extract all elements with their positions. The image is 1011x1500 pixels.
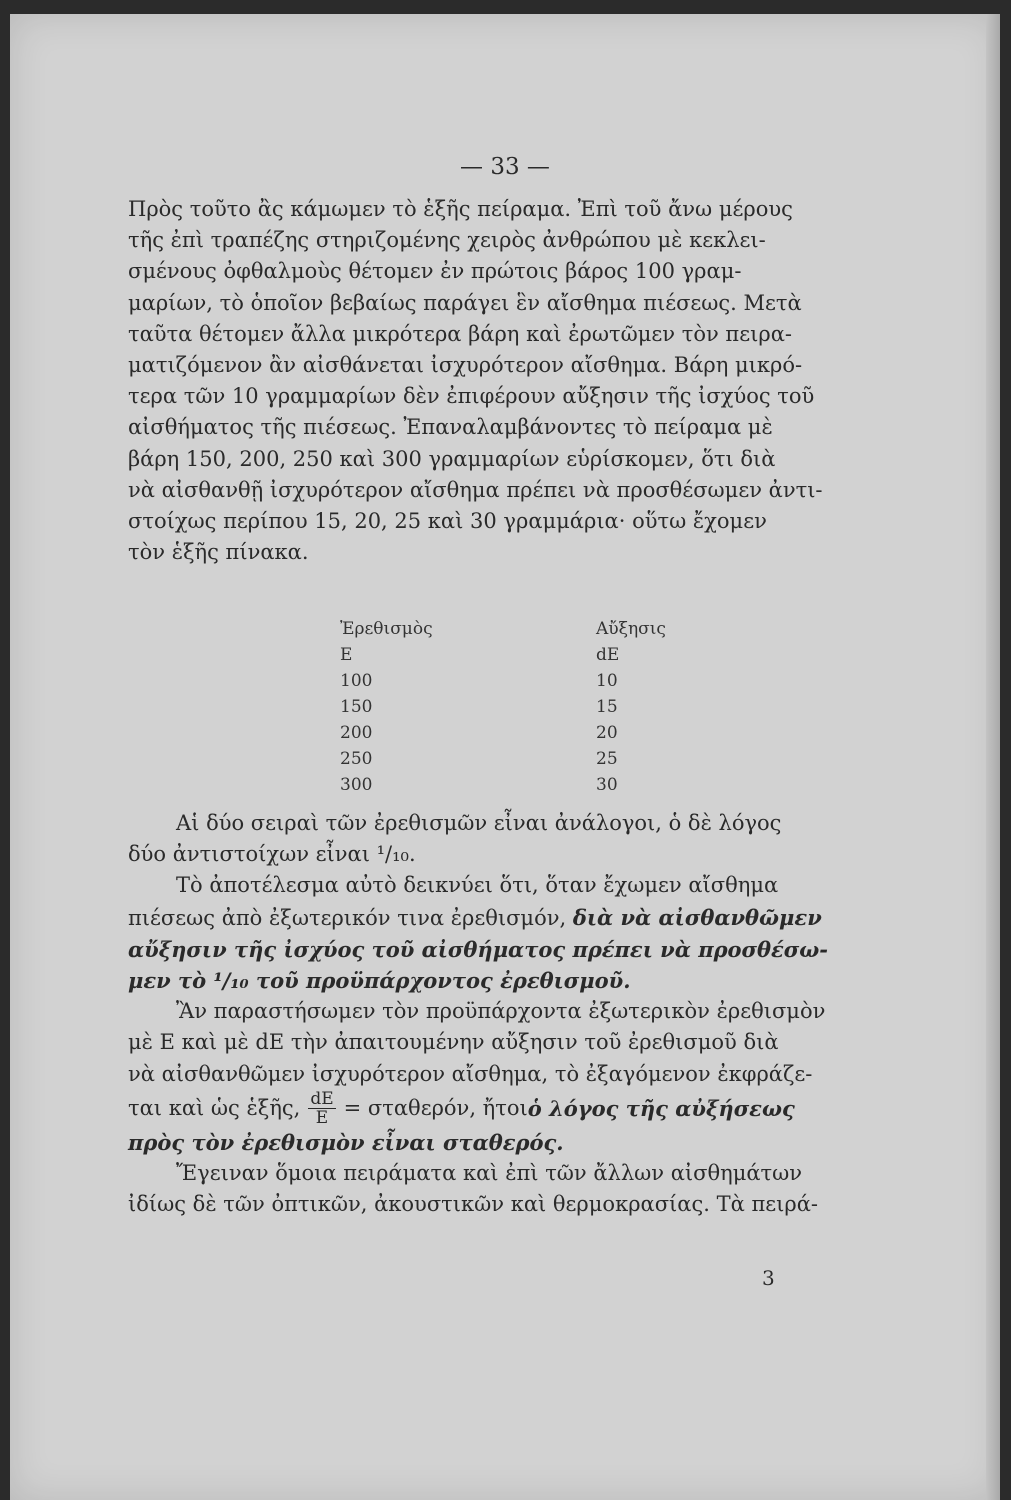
text-line: στοίχως περίπου 15, 20, 25 καὶ 30 γραμμάρια· οὕτω ἔχομεν [128,509,767,534]
text-line: Πρὸς τοῦτο ἂς κάμωμεν τὸ ἑξῆς πείραμα. Ἐπὶ τοῦ ἄνω μέρους [128,197,793,221]
emphasis-text: πρὸς τὸν ἐρεθισμὸν εἶναι σταθερός. [128,1129,564,1155]
text-line: ταῦτα θέτομεν ἄλλα μικρότερα βάρη καὶ ἐρωτῶμεν τὸν πειρα- [128,321,792,346]
table-subheader: dE [596,645,620,665]
table-cell: 200 [340,723,373,743]
paragraph-intro [128,194,843,568]
text-line: τερα τῶν 10 γραμμαρίων δὲν ἐπιφέρουν αὔξησιν τῆς ἰσχύος τοῦ [128,384,815,409]
table-cell: 25 [596,749,618,769]
table-cell: 20 [596,723,618,743]
emphasis-text: διὰ νὰ αἰσθανθῶμεν [572,904,822,930]
text-line: Ἂν παραστήσωμεν τὸν προϋπάρχοντα ἐξωτερικὸν ἐρεθισμὸν [176,999,826,1024]
text-line: τὸν ἑξῆς πίνακα. [128,540,309,565]
text-line: ματιζόμενον ἂν αἰσθάνεται ἰσχυρότερον αἴσθημα. Βάρη μικρό- [128,353,803,378]
table-subheader: E [340,645,353,665]
formula-line [128,1090,843,1127]
text-line: μὲ E καὶ μὲ dE τὴν ἀπαιτουμένην αὔξησιν τοῦ ἐρεθισμοῦ διὰ [128,1030,779,1055]
table-header: Αὔξησις [596,619,666,639]
text-line: ἰδίως δὲ τῶν ὀπτικῶν, ἀκουστικῶν καὶ θερμοκρασίας. Τὰ πειρά- [128,1192,818,1217]
fraction-denominator: E [315,1107,329,1128]
text-line: νὰ αἰσθανθῶμεν ἰσχυρότερον αἴσθημα, τὸ ἐξαγόμενον ἐκφράζε- [128,1061,813,1086]
table-cell: 250 [340,749,373,769]
signature-mark: 3 [762,1266,775,1290]
emphasis-text: αὔξησιν τῆς ἰσχύος τοῦ αἰσθήματος πρέπει νὰ προσθέσω- [128,936,829,962]
text-span: πιέσεως ἀπὸ ἐξωτερικόν τινα ἐρεθισμόν, [128,905,573,930]
text-line: σμένους ὀφθαλμοὺς θέτομεν ἐν πρώτοις βάρος 100 γραμ- [128,259,742,284]
fraction [308,1090,335,1127]
page-number: — 33 — [460,154,550,180]
table-header: Ἐρεθισμὸς [340,619,433,639]
text-line: μαρίων, τὸ ὁποῖον βεβαίως παράγει ἓν αἴσθημα πιέσεως. Μετὰ [128,290,802,315]
table-cell: 30 [596,775,618,795]
text-span: = σταθερόν, ἤτοι [343,1095,528,1120]
text-line: δύο ἀντιστοίχων εἶναι ¹/₁₀. [128,842,416,867]
table-cell: 100 [340,671,373,691]
table-cell: 300 [340,775,373,795]
text-line [128,902,843,934]
page-edge [986,14,1000,1500]
paragraph-body [128,808,843,1220]
emphasis-text: μεν τὸ ¹/₁₀ τοῦ προϋπάρχοντος ἐρεθισμοῦ. [128,968,631,994]
text-line: τῆς ἐπὶ τραπέζης στηριζομένης χειρὸς ἀνθρώπου μὲ κεκλει- [128,228,766,253]
table-cell: 15 [596,697,618,717]
text-line: νὰ αἰσθανθῇ ἰσχυρότερον αἴσθημα πρέπει νὰ προσθέσωμεν ἀντι- [128,477,823,502]
text-line: Τὸ ἀποτέλεσμα αὐτὸ δεικνύει ὅτι, ὅταν ἔχωμεν αἴσθημα [176,873,779,898]
table-column-stimulus [340,616,433,798]
table-cell: 150 [340,697,373,717]
emphasis-text: ὁ λόγος τῆς αὐξήσεως [527,1095,795,1121]
text-span: ται καὶ ὡς ἑξῆς, [128,1095,301,1120]
book-page [10,14,1000,1500]
table-column-increase [596,616,666,798]
text-line: Αἱ δύο σειραὶ τῶν ἐρεθισμῶν εἶναι ἀνάλογοι, ὁ δὲ λόγος [176,811,782,835]
text-line: Ἔγειναν ὅμοια πειράματα καὶ ἐπὶ τῶν ἄλλων αἰσθημάτων [176,1161,803,1186]
fraction-numerator: dE [310,1088,334,1109]
table-cell: 10 [596,671,618,691]
text-line: βάρη 150, 200, 250 καὶ 300 γραμμαρίων εὑρίσκομεν, ὅτι διὰ [128,446,776,471]
text-line: αἰσθήματος τῆς πιέσεως. Ἐπαναλαμβάνοντες τὸ πείραμα μὲ [128,415,773,440]
